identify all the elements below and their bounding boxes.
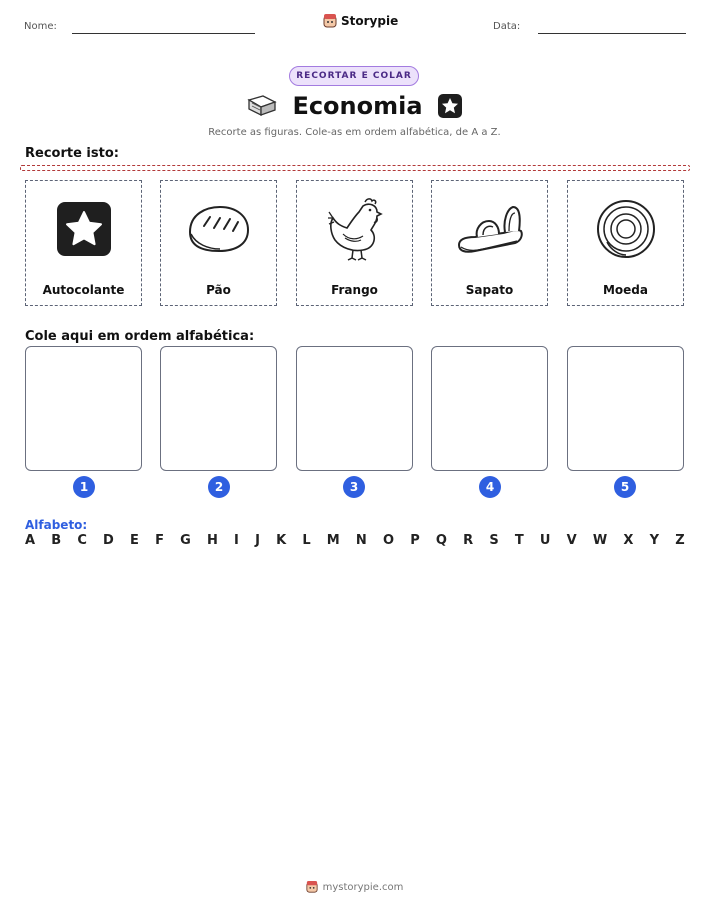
alphabet-letter: S (489, 533, 499, 548)
alphabet-letter: A (25, 533, 36, 548)
card-label: Moeda (602, 283, 648, 297)
card-label: Pão (206, 283, 231, 297)
name-label: Nome: (24, 21, 57, 32)
paste-slot[interactable] (567, 346, 684, 471)
card-label: Autocolante (42, 283, 125, 297)
book-icon (246, 94, 278, 118)
storypie-mascot-icon (323, 13, 337, 29)
cutout-card[interactable] (25, 180, 142, 306)
alphabet-letter: I (234, 533, 239, 548)
alphabet-letter: G (180, 533, 191, 548)
cut-line (20, 165, 690, 171)
alphabet-letter: E (130, 533, 139, 548)
alphabet-letter: Y (649, 533, 660, 548)
alphabet-letter: N (355, 533, 367, 548)
date-label: Data: (493, 21, 521, 32)
paste-slot[interactable] (160, 346, 277, 471)
alphabet-letter: J (255, 533, 260, 548)
cutout-card[interactable] (567, 180, 684, 306)
page-title: Economia (292, 92, 423, 120)
paste-slot[interactable] (296, 346, 413, 471)
bread-icon (186, 204, 252, 254)
slot-number: 3 (343, 476, 365, 498)
alphabet-letter: O (382, 533, 395, 548)
brand-name: Storypie (341, 14, 399, 28)
paste-slot[interactable] (431, 346, 548, 471)
alphabet-letter: U (539, 533, 551, 548)
alphabet-letter: H (206, 533, 218, 548)
alphabet-letter: M (326, 533, 340, 548)
alphabet-letter: C (77, 533, 87, 548)
slot-number: 5 (614, 476, 636, 498)
star-badge-icon (437, 93, 463, 119)
date-line[interactable] (538, 33, 686, 34)
alphabet-letter: W (592, 533, 608, 548)
alphabet-letter: R (463, 533, 474, 548)
slot-number: 2 (208, 476, 230, 498)
footer-link[interactable]: mystorypie.com (322, 881, 404, 893)
sticker-star-icon (55, 200, 113, 258)
card-label: Sapato (465, 283, 514, 297)
alphabet-letter: Q (435, 533, 447, 548)
cutout-card[interactable] (296, 180, 413, 306)
activity-badge: RECORTAR E COLAR (289, 66, 419, 86)
alphabet-letter: X (623, 533, 634, 548)
alphabet-heading: Alfabeto: (25, 518, 88, 532)
alphabet-letter: B (51, 533, 62, 548)
coin-icon (595, 198, 657, 260)
storypie-mascot-icon (306, 880, 318, 894)
alphabet-letter: K (276, 533, 287, 548)
name-line[interactable] (72, 33, 255, 34)
alphabet-letter: F (155, 533, 164, 548)
alphabet-letter: D (103, 533, 114, 548)
alphabet-letter: T (514, 533, 524, 548)
card-label: Frango (331, 283, 378, 297)
alphabet-letter: P (410, 533, 420, 548)
alphabet-letter: V (566, 533, 577, 548)
cut-heading: Recorte isto: (25, 146, 119, 161)
cutout-card[interactable] (160, 180, 277, 306)
paste-slot[interactable] (25, 346, 142, 471)
instructions: Recorte as figuras. Cole-as em ordem alfabética, de A a Z. (208, 127, 501, 138)
alphabet-letter: L (302, 533, 311, 548)
sandal-icon (455, 201, 525, 257)
alphabet-row (25, 533, 685, 548)
brand-logo (323, 13, 398, 29)
slot-number: 1 (73, 476, 95, 498)
cutout-card[interactable] (431, 180, 548, 306)
title-row (0, 92, 709, 120)
alphabet-letter: Z (675, 533, 685, 548)
slot-number: 4 (479, 476, 501, 498)
footer (0, 880, 709, 894)
paste-heading: Cole aqui em ordem alfabética: (25, 329, 255, 344)
chicken-icon (325, 196, 385, 262)
